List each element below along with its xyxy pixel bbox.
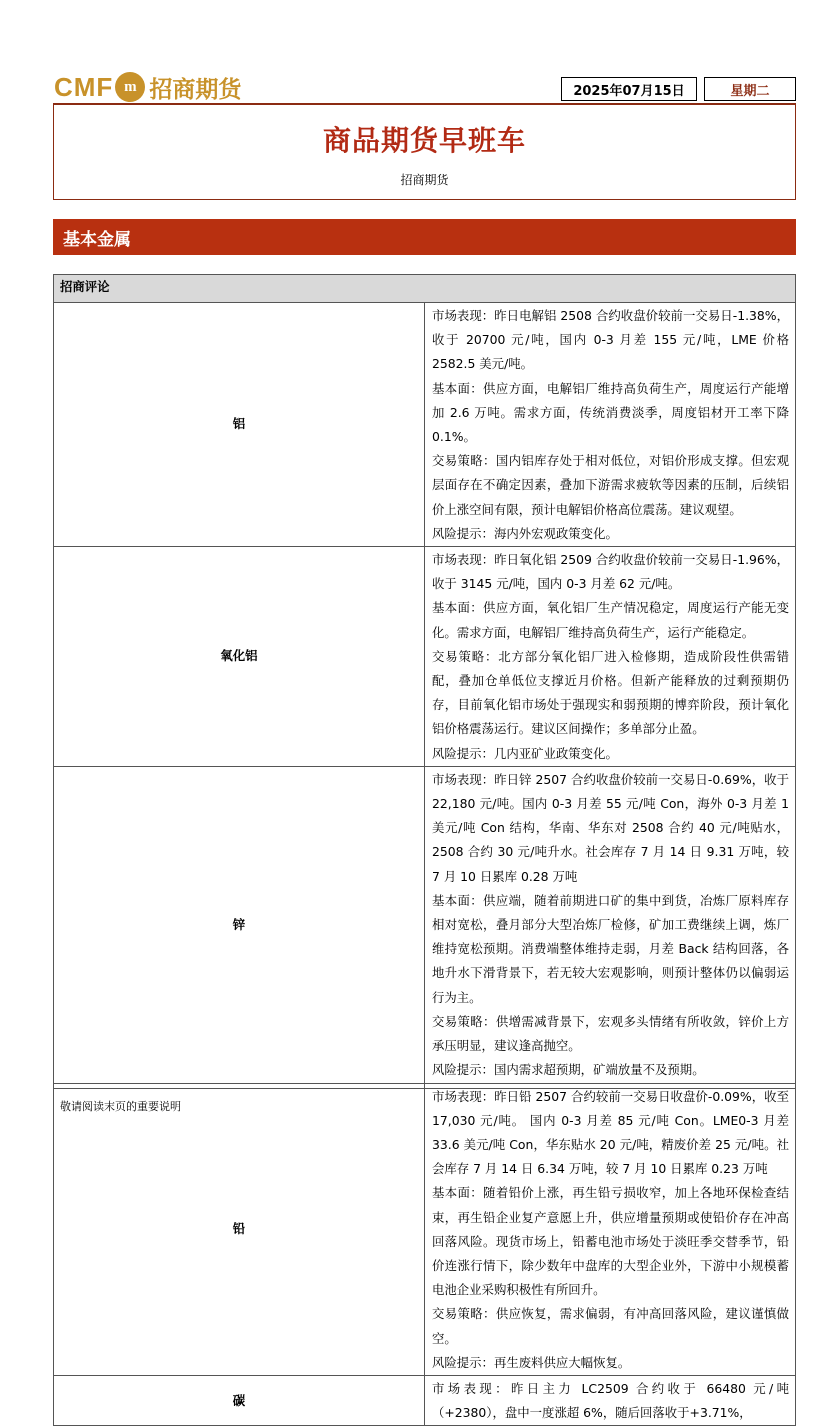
commentary-paragraph: 风险提示：海内外宏观政策变化。 — [432, 525, 618, 541]
commentary-paragraph: 基本面：供应端，随着前期进口矿的集中到货，冶炼厂原料库存相对宽松，叠月部分大型冶炼厂检修，矿加工费继续上调，炼厂维持宽松预期。消费端整体维持走弱，月差 Back 结构回落，各地升水下滑背景下，若无较大宏观影响，则预计整体仍以偏弱运行为主。 — [432, 892, 789, 1005]
table-row — [54, 547, 796, 767]
footer-divider — [53, 1088, 796, 1089]
page-subtitle: 招商期货 — [400, 173, 449, 187]
commentary-paragraph: 交易策略：国内铝库存处于相对低位，对铝价形成支撑。但宏观层面存在不确定因素，叠加下游需求疲软等因素的压制，后续铝价上涨空间有限，预计电解铝价格高位震荡。建议观望。 — [432, 453, 789, 517]
footer-note: 敬请阅读末页的重要说明 — [60, 1100, 181, 1113]
commentary-paragraph: 基本面：供应方面，氧化铝厂生产情况稳定，周度运行产能无变化。需求方面，电解铝厂维持高负荷生产，运行产能稳定。 — [432, 600, 789, 640]
commentary-paragraph: 市场表现：昨日氧化铝 2509 合约收盘价较前一交易日-1.96%，收于 3145 元/吨，国内 0-3 月差 62 元/吨。 — [432, 552, 789, 592]
row-content — [425, 547, 796, 767]
report-weekday: 星期二 — [704, 77, 796, 101]
title-box — [53, 103, 796, 200]
commentary-paragraph: 交易策略：供应恢复，需求偏弱，有冲高回落风险，建议谨慎做空。 — [432, 1306, 789, 1346]
row-content — [425, 1375, 796, 1425]
commentary-paragraph: 市场表现：昨日铅 2507 合约较前一交易日收盘价-0.09%，收至 17,030 元/吨。 国内 0-3 月差 85 元/吨 Con。LME0-3 月差 33.6 美元/吨 Con，华东贴水 20 元/吨，精废价差 25 元/吨。社会库存 7 月 14 日 6.34 万吨，较 7 月 10 日累库 0.23 万吨 — [432, 1088, 789, 1177]
commentary-paragraph: 风险提示：几内亚矿业政策变化。 — [432, 745, 618, 761]
company-name: 招商期货 — [149, 75, 242, 103]
row-label: 铝 — [54, 303, 425, 547]
row-content — [425, 303, 796, 547]
table-header-row — [54, 275, 796, 303]
commentary-paragraph: 风险提示：国内需求超预期，矿端放量不及预期。 — [432, 1062, 705, 1078]
table-header: 招商评论 — [54, 275, 796, 303]
report-date: 2025年07月15日 — [561, 77, 697, 101]
logo-emblem-icon: m — [115, 72, 145, 102]
table-row — [54, 1375, 796, 1425]
row-content — [425, 766, 796, 1083]
row-label: 铅 — [54, 1083, 425, 1375]
page-title: 商品期货早班车 — [322, 124, 526, 157]
table-row — [54, 766, 796, 1083]
row-label: 氧化铝 — [54, 547, 425, 767]
commentary-paragraph: 交易策略：北方部分氧化铝厂进入检修期，造成阶段性供需错配，叠加仓单低位支撑近月价格。但新产能释放的过剩预期仍存，目前氧化铝市场处于强现实和弱预期的博弈阶段，预计氧化铝价格震荡运行。建议区间操作；多单部分止盈。 — [432, 648, 789, 737]
row-label: 碳 — [54, 1375, 425, 1425]
logo-text: CMF — [54, 71, 114, 102]
section-heading: 基本金属 — [53, 219, 796, 255]
commentary-table — [53, 274, 796, 1426]
commentary-paragraph: 风险提示：再生废料供应大幅恢复。 — [432, 1354, 631, 1370]
commentary-paragraph: 基本面：随着铅价上涨，再生铅亏损收窄，加上各地环保检查结束，再生铅企业复产意愿上升，供应增量预期或使铅价存在冲高回落风险。现货市场上，铅蓄电池市场处于淡旺季交替季节，铅价连涨行情下，除少数年中盘库的大型企业外，下游中小规模蓄电池企业采购积极性有所回升。 — [432, 1185, 789, 1298]
table-row — [54, 1083, 796, 1375]
commentary-paragraph: 交易策略：供增需减背景下，宏观多头情绪有所收敛，锌价上方承压明显，建议逢高抛空。 — [432, 1013, 789, 1054]
row-label: 锌 — [54, 766, 425, 1083]
row-content — [425, 1083, 796, 1375]
commentary-paragraph: 市场表现：昨日锌 2507 合约收盘价较前一交易日-0.69%，收于 22,180 元/吨。国内 0-3 月差 55 元/吨 Con，海外 0-3 月差 1 美元/吨 Con 结构，华南、华东对 2508 合约 40 元/吨贴水，2508 合约 30 元/吨升水。社会库存 7 月 14 日 9.31 万吨，较 7 月 10 日累库 0.28 万吨 — [432, 771, 789, 884]
company-logo — [54, 70, 241, 104]
commentary-paragraph: 基本面：供应方面，电解铝厂维持高负荷生产，周度运行产能增加 2.6 万吨。需求方面，传统消费淡季，周度铝材开工率下降 0.1%。 — [432, 380, 789, 445]
commentary-paragraph: 市场表现：昨日电解铝 2508 合约收盘价较前一交易日-1.38%，收于 20700 元/吨，国内 0-3 月差 155 元/吨，LME 价格 2582.5 美元/吨。 — [432, 308, 789, 372]
commentary-paragraph: 市场表现：昨日主力 LC2509 合约收于 66480 元/吨（+2380），盘中一度涨超 6%，随后回落收于+3.71%， — [432, 1380, 789, 1421]
table-row — [54, 303, 796, 547]
